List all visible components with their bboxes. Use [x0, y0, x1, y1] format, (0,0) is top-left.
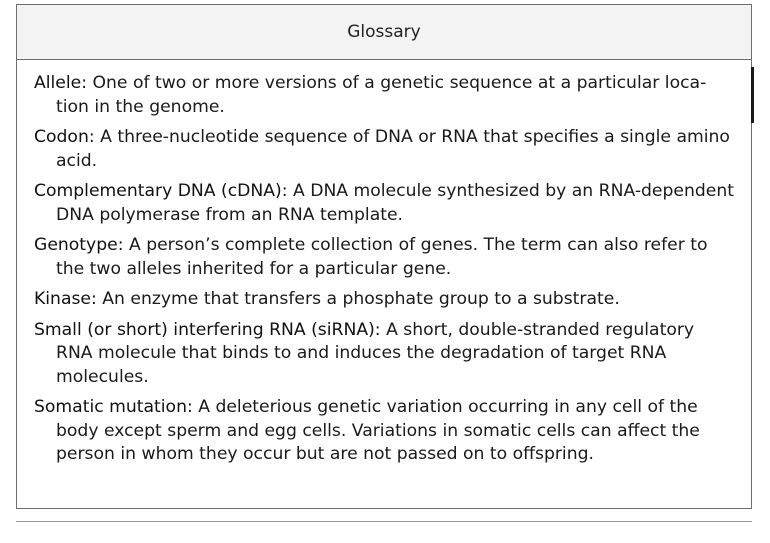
glossary-entry-kinase: [34, 288, 735, 312]
glossary-term: Codon:: [34, 127, 95, 147]
glossary-term: Allele:: [34, 73, 88, 93]
glossary-box: [16, 4, 752, 509]
glossary-term: Complementary DNA (cDNA):: [34, 181, 288, 201]
glossary-entry-genotype: [34, 234, 735, 281]
glossary-definition: A three-nucleotide sequence of DNA or RNA that specifies a single amino acid.: [56, 127, 730, 171]
glossary-term: Kinase:: [34, 289, 97, 309]
glossary-entry-cdna: [34, 180, 735, 227]
glossary-entry-sirna: [34, 319, 735, 390]
glossary-definition: One of two or more versions of a genetic sequence at a particular loca-tion in the genome.: [56, 73, 707, 117]
glossary-definition: An enzyme that transfers a phosphate group to a substrate.: [102, 289, 620, 309]
glossary-entry-somatic-mutation: [34, 396, 735, 467]
glossary-title: Glossary: [17, 5, 751, 60]
glossary-entry-allele: [34, 72, 735, 119]
glossary-term: Small (or short) interfering RNA (siRNA):: [34, 319, 381, 340]
glossary-definition: A short, double-stranded regulatory RNA molecule that binds to and induces the degradation of target RNA molecules.: [56, 319, 695, 387]
glossary-definition: A deleterious genetic variation occurring in any cell of the body except sperm and egg cells. Variations in somatic cells can affect the person in whom they occur but are not passed on to offspring.: [56, 397, 700, 464]
glossary-entry-codon: [34, 126, 735, 173]
glossary-list: [17, 60, 751, 467]
glossary-term: Genotype:: [34, 235, 124, 255]
glossary-definition: A person’s complete collection of genes. The term can also refer to the two alleles inherited for a particular gene.: [56, 235, 708, 279]
glossary-term: Somatic mutation:: [34, 397, 193, 417]
side-rule-mark: [751, 67, 754, 123]
glossary-definition: A DNA molecule synthesized by an RNA-dependent DNA polymerase from an RNA template.: [56, 181, 735, 225]
bottom-rule: [16, 521, 752, 522]
